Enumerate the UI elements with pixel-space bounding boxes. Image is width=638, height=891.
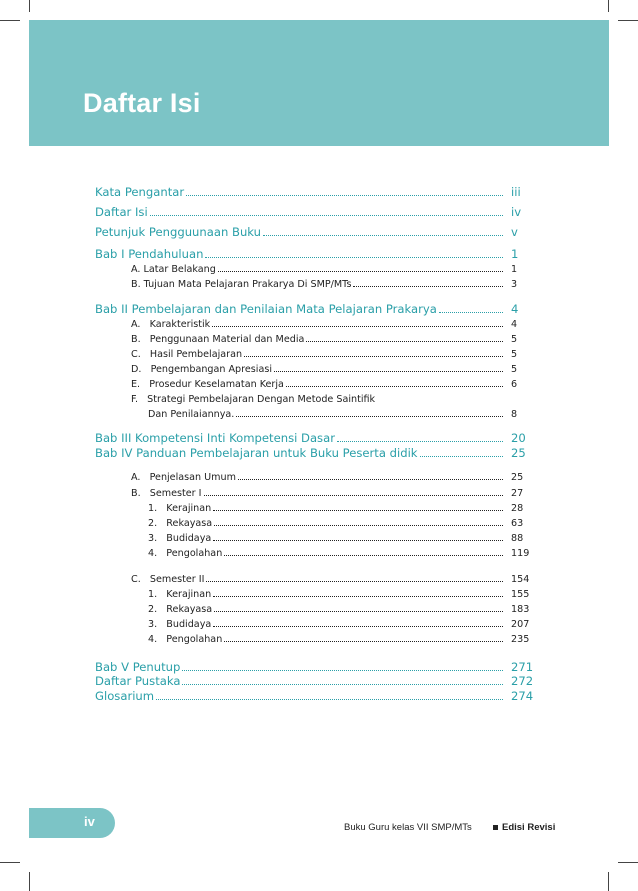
toc-entry-page: 8	[511, 409, 518, 420]
page-number: iv	[84, 814, 95, 829]
dot-leader	[218, 270, 503, 272]
toc-entry-page: 4	[511, 319, 518, 330]
dot-leader	[213, 625, 503, 627]
toc-entry-page: 27	[511, 488, 524, 499]
toc-section-row[interactable]	[131, 279, 505, 290]
toc-entry-page: 274	[511, 689, 534, 703]
dot-leader	[186, 194, 503, 196]
toc-entry-label: 3. Budidaya	[148, 619, 212, 630]
toc-chapter-row[interactable]	[95, 185, 505, 199]
toc-entry-label: 4. Pengolahan	[148, 634, 223, 645]
crop-mark	[0, 20, 20, 21]
toc-entry-label: 3. Budidaya	[148, 533, 212, 544]
toc-entry-page: 207	[511, 619, 530, 630]
toc-entry-label: Daftar Pustaka	[95, 674, 181, 688]
toc-entry-page: 25	[511, 446, 526, 460]
toc-entry-label: 1. Kerajinan	[148, 589, 212, 600]
dot-leader	[214, 610, 503, 612]
toc-entry-page: 3	[511, 279, 518, 290]
dot-leader	[213, 539, 503, 541]
crop-mark	[29, 872, 30, 891]
dot-leader	[212, 325, 503, 327]
dot-leader	[353, 285, 503, 287]
dot-leader	[182, 669, 503, 671]
toc-entry-label: Dan Penilaiannya.	[148, 409, 235, 420]
toc-entry-page: 4	[511, 302, 519, 316]
toc-chapter-row[interactable]	[95, 225, 505, 239]
toc-section-row[interactable]	[131, 472, 505, 483]
toc-section-row[interactable]	[148, 589, 505, 600]
toc-entry-page: 235	[511, 634, 530, 645]
toc-entry-label: Bab IV Panduan Pembelajaran untuk Buku Peserta didik	[95, 446, 418, 460]
toc-entry-label: Kata Pengantar	[95, 185, 185, 199]
toc-entry-label: F. Strategi Pembelajaran Dengan Metode Saintifik	[131, 394, 376, 405]
toc-entry-label: B. Penggunaan Material dan Media	[131, 334, 305, 345]
toc-entry-page: 271	[511, 660, 534, 674]
dot-leader	[420, 455, 503, 457]
toc-entry-label: A. Karakteristik	[131, 319, 211, 330]
toc-entry-page: 28	[511, 503, 524, 514]
toc-entry-page: 6	[511, 379, 518, 390]
toc-entry-label: 2. Rekayasa	[148, 604, 213, 615]
dot-leader	[204, 494, 503, 496]
toc-section-row[interactable]	[148, 548, 505, 559]
dot-leader	[244, 355, 503, 357]
dot-leader	[150, 214, 503, 216]
crop-mark	[608, 0, 609, 12]
toc-entry-label: 1. Kerajinan	[148, 503, 212, 514]
toc-chapter-row[interactable]	[95, 431, 505, 445]
book-title: Buku Guru kelas VII SMP/MTs	[344, 822, 472, 833]
dot-leader	[274, 370, 503, 372]
toc-entry-label: E. Prosedur Keselamatan Kerja	[131, 379, 284, 390]
toc-entry-label: Bab III Kompetensi Inti Kompetensi Dasar	[95, 431, 335, 445]
toc-chapter-row[interactable]	[95, 205, 505, 219]
dot-leader	[206, 580, 503, 582]
dot-leader	[214, 524, 503, 526]
crop-mark	[618, 862, 638, 863]
toc-entry-page: iii	[511, 185, 521, 199]
dot-leader	[213, 595, 503, 597]
toc-section-row[interactable]	[131, 264, 505, 275]
toc-entry-page: 5	[511, 349, 518, 360]
toc-entry-label: Glosarium	[95, 689, 155, 703]
toc-entry-page: 63	[511, 518, 524, 529]
toc-section-row[interactable]	[131, 319, 505, 330]
crop-mark	[608, 872, 609, 891]
crop-mark	[618, 20, 638, 21]
dot-leader	[182, 683, 503, 685]
toc-entry-label: D. Pengembangan Apresiasi	[131, 364, 272, 375]
toc-section-row[interactable]	[148, 409, 505, 420]
toc-chapter-row[interactable]	[95, 674, 505, 688]
toc-section-row[interactable]	[131, 349, 505, 360]
dot-leader	[236, 415, 503, 417]
toc-entry-page: 5	[511, 334, 518, 345]
toc-entry-page: v	[511, 225, 518, 239]
toc-section-row[interactable]	[131, 394, 505, 405]
dot-leader	[337, 440, 503, 442]
toc-entry-page: 119	[511, 548, 530, 559]
toc-section-row[interactable]	[148, 619, 505, 630]
toc-section-row[interactable]	[148, 634, 505, 645]
edition-label: Edisi Revisi	[502, 822, 556, 833]
toc-entry-label: B. Semester I	[131, 488, 202, 499]
dot-leader	[306, 340, 503, 342]
toc-entry-page: 155	[511, 589, 530, 600]
toc-entry-page: 20	[511, 431, 526, 445]
toc-entry-label: 2. Rekayasa	[148, 518, 213, 529]
toc-entry-page: 5	[511, 364, 518, 375]
toc-chapter-row[interactable]	[95, 689, 505, 703]
separator-square-icon	[493, 825, 498, 830]
toc-entry-label: A. Latar Belakang	[131, 264, 216, 275]
header-band	[29, 20, 609, 146]
toc-chapter-row[interactable]	[95, 446, 505, 460]
dot-leader	[286, 385, 503, 387]
toc-section-row[interactable]	[148, 503, 505, 514]
toc-entry-page: iv	[511, 205, 522, 219]
dot-leader	[263, 234, 503, 236]
toc-section-row[interactable]	[131, 364, 505, 375]
toc-entry-label: A. Penjelasan Umum	[131, 472, 236, 483]
toc-entry-label: B. Tujuan Mata Pelajaran Prakarya Di SMP/MTs	[131, 279, 352, 290]
toc-chapter-row[interactable]	[95, 247, 505, 261]
dot-leader	[224, 554, 503, 556]
toc-section-row[interactable]	[131, 488, 505, 499]
toc-section-row[interactable]	[131, 574, 505, 585]
dot-leader	[205, 256, 503, 258]
dot-leader	[439, 311, 503, 313]
toc-chapter-row[interactable]	[95, 660, 505, 674]
dot-leader	[213, 509, 503, 511]
toc-section-row[interactable]	[148, 533, 505, 544]
page-number-tab	[29, 808, 115, 838]
toc-section-row[interactable]	[148, 604, 505, 615]
toc-entry-page: 25	[511, 472, 524, 483]
crop-mark	[0, 862, 20, 863]
toc-entry-label: Bab I Pendahuluan	[95, 247, 204, 261]
page-title: Daftar Isi	[83, 88, 201, 118]
toc-entry-page: 88	[511, 533, 524, 544]
toc-entry-label: Bab II Pembelajaran dan Penilaian Mata Pelajaran Prakarya	[95, 302, 437, 316]
toc-section-row[interactable]	[148, 518, 505, 529]
dot-leader	[238, 478, 503, 480]
toc-entry-page: 1	[511, 264, 518, 275]
toc-entry-label: Bab V Penutup	[95, 660, 181, 674]
toc-entry-page: 154	[511, 574, 530, 585]
toc-entry-page: 272	[511, 674, 534, 688]
toc-section-row[interactable]	[131, 379, 505, 390]
toc-entry-label: C. Hasil Pembelajaran	[131, 349, 243, 360]
toc-entry-label: Daftar Isi	[95, 205, 148, 219]
dot-leader	[224, 640, 503, 642]
crop-mark	[29, 0, 30, 12]
toc-chapter-row[interactable]	[95, 302, 505, 316]
dot-leader	[156, 698, 503, 700]
toc-entry-label: C. Semester II	[131, 574, 205, 585]
toc-entry-page: 1	[511, 247, 519, 261]
toc-section-row[interactable]	[131, 334, 505, 345]
toc-entry-page: 183	[511, 604, 530, 615]
toc-entry-label: 4. Pengolahan	[148, 548, 223, 559]
toc-entry-label: Petunjuk Pengguunaan Buku	[95, 225, 261, 239]
